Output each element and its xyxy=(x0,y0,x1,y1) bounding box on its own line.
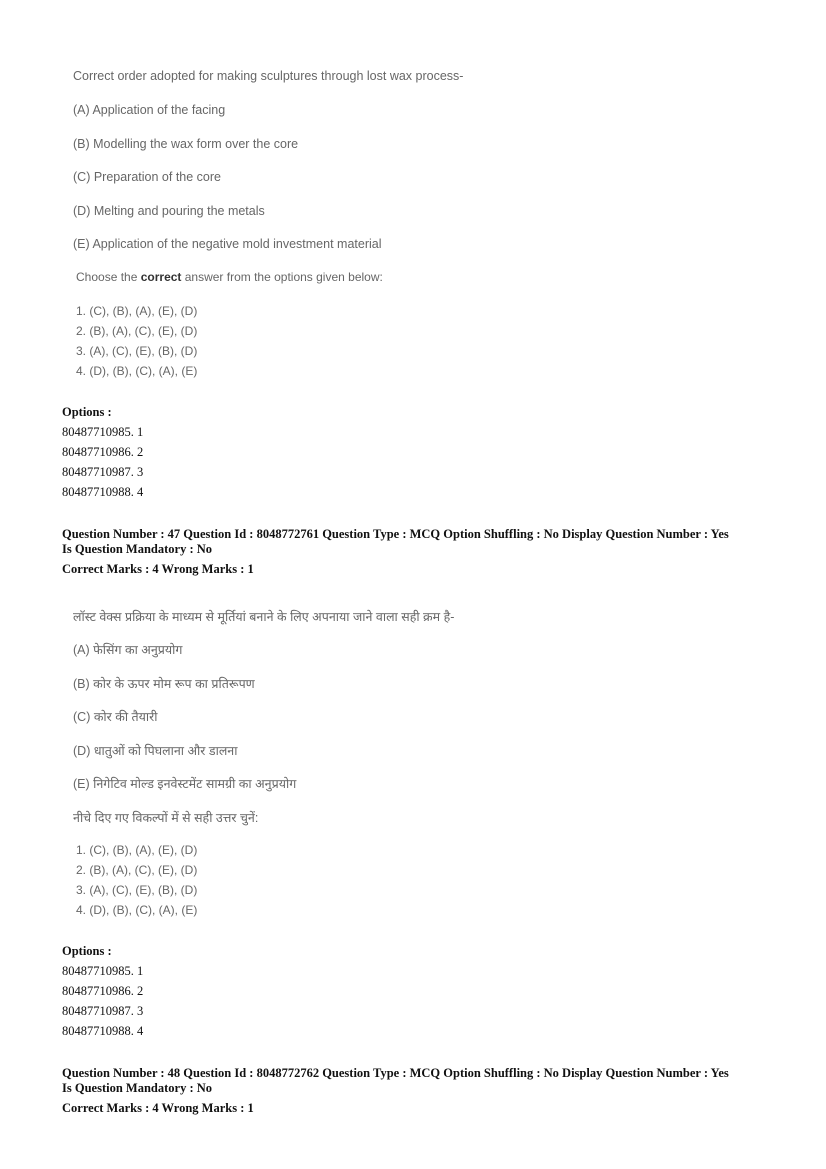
option-item: 80487710987. 3 xyxy=(62,1004,144,1018)
choose-prefix: Choose the xyxy=(76,270,141,284)
answer-choice-3: 3. (A), (C), (E), (B), (D) xyxy=(76,344,198,358)
question-item-d: (D) धातुओं को पिघलाना और डालना xyxy=(73,744,238,758)
answer-choice-4: 4. (D), (B), (C), (A), (E) xyxy=(76,364,198,378)
options-heading: Options : xyxy=(62,944,112,958)
question-item-a: (A) Application of the facing xyxy=(73,103,226,117)
question-item-b: (B) कोर के ऊपर मोम रूप का प्रतिरूपण xyxy=(73,677,255,691)
answer-choice-1: 1. (C), (B), (A), (E), (D) xyxy=(76,843,198,857)
question-item-b: (B) Modelling the wax form over the core xyxy=(73,137,299,151)
question-meta-line: Question Number : 48 Question Id : 8048772762 Question Type : MCQ Option Shuffling : No Display Question Number : Yes xyxy=(62,1066,729,1080)
answer-choice-4: 4. (D), (B), (C), (A), (E) xyxy=(76,903,198,917)
choose-bold: correct xyxy=(140,270,182,284)
question-item-c: (C) Preparation of the core xyxy=(73,170,221,184)
choose-suffix: answer from the options given below: xyxy=(181,270,383,284)
answer-choice-2: 2. (B), (A), (C), (E), (D) xyxy=(76,863,198,877)
answer-choice-3: 3. (A), (C), (E), (B), (D) xyxy=(76,883,198,897)
question-item-d: (D) Melting and pouring the metals xyxy=(73,204,265,218)
option-item: 80487710988. 4 xyxy=(62,485,144,499)
answer-choice-2: 2. (B), (A), (C), (E), (D) xyxy=(76,324,198,338)
option-item: 80487710986. 2 xyxy=(62,984,144,998)
option-item: 80487710985. 1 xyxy=(62,425,144,439)
answer-choice-1: 1. (C), (B), (A), (E), (D) xyxy=(76,304,198,318)
question-item-c: (C) कोर की तैयारी xyxy=(73,710,158,724)
option-item: 80487710986. 2 xyxy=(62,445,144,459)
question-item-a: (A) फेसिंग का अनुप्रयोग xyxy=(73,643,183,657)
choose-instruction xyxy=(76,270,383,284)
option-item: 80487710987. 3 xyxy=(62,465,144,479)
question-mandatory-line: Is Question Mandatory : No xyxy=(62,542,213,556)
options-heading: Options : xyxy=(62,405,112,419)
question-stem: Correct order adopted for making sculptures through lost wax process- xyxy=(73,69,464,83)
marks-line: Correct Marks : 4 Wrong Marks : 1 xyxy=(62,1101,254,1115)
choose-instruction: नीचे दिए गए विकल्पों में से सही उत्तर चुनें: xyxy=(73,811,259,825)
question-item-e: (E) निगेटिव मोल्ड इनवेस्टमेंट सामग्री का अनुप्रयोग xyxy=(73,777,297,791)
option-item: 80487710985. 1 xyxy=(62,964,144,978)
question-stem: लॉस्ट वेक्स प्रक्रिया के माध्यम से मूर्तियां बनाने के लिए अपनाया जाने वाला सही क्रम है- xyxy=(73,610,455,624)
option-item: 80487710988. 4 xyxy=(62,1024,144,1038)
question-meta-line: Question Number : 47 Question Id : 8048772761 Question Type : MCQ Option Shuffling : No Display Question Number : Yes xyxy=(62,527,729,541)
marks-line: Correct Marks : 4 Wrong Marks : 1 xyxy=(62,562,254,576)
question-mandatory-line: Is Question Mandatory : No xyxy=(62,1081,213,1095)
question-item-e: (E) Application of the negative mold investment material xyxy=(73,237,382,251)
